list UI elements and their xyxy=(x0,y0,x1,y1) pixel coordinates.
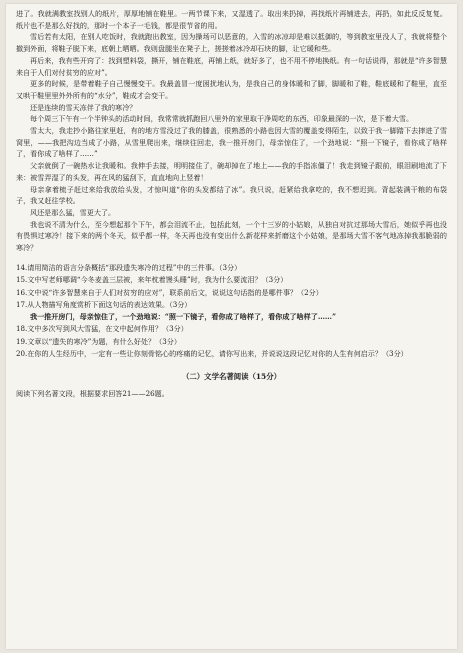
passage-paragraph-9: 母亲拿着梳子赶过来给我放给头发，才惊叫道“你的头发都结了冰”。我只说，赶紧给我拿吃的，我不想迟到。背起装满干粮的布袋子，我又赶往学校。 xyxy=(16,184,447,206)
reading-passage xyxy=(16,8,447,254)
question-list xyxy=(16,262,447,361)
exam-page xyxy=(6,4,457,649)
passage-paragraph-4: 更多的时候，是带着鞋子自己慢慢变干。我最盖冒一度困扰地认为，是我自己的身体暖和了脚，脚暖和了鞋，鞋底暖和了鞋里，直至又哄干鞋里里外外所有的“水分”，鞋成才会变干。 xyxy=(16,79,447,100)
question-17: 17.从人物描写角度赏析下面这句话的表达效果。（3分） xyxy=(16,299,192,309)
question-16: 16.文中说“许多智慧来自于人们对贫穷的应对”，联系前后文，说说这句话指的是哪件事？（2分） xyxy=(16,287,323,297)
question-18: 18.文中多次写到风大雪猛，在文中起何作用？（3分） xyxy=(16,324,188,334)
passage-paragraph-11: 我也说不清为什么，至今想起那个下午，都会泪流不止，包括此刻，一个十三岁的小姑娘，从独自对抗过那场大雪后，她似乎再也没有畏惧过寒冷！接下来的两个冬天，似乎都一样，冬天再也没有变出什么新花样来折磨这个小姑娘，是那场大雪不客气地冻掉我那脆弱的寒冷？ xyxy=(16,219,447,253)
passage-paragraph-8: 父亲就倒了一碗热水让我暖和。我伸手去接，明明接住了，碗却掉在了地上——我的手指冻僵了！我走到镜子跟前，眼泪刷地流了下来：被雪弄湿了的头发，再在风的猛刮下，直直地向上竖着！ xyxy=(16,161,447,182)
question-15: 15.文中写老师哪调“今冬麦盖三层被，来年枕着馒头睡”时，我为什么要流泪？（3分） xyxy=(16,275,288,285)
passage-paragraph-1: 进了。我就满教室找别人的纸片，厚厚地铺在鞋里。一两节课下来，又湿透了。取出来扔掉，再找纸片再铺进去，再扔，如此反反复复。纸片也不是那么好找的，那时一个本子一毛钱，都是很节省的用。 xyxy=(16,9,447,30)
question-17-quote: 我一推开房门，母亲惊住了，一个劲地说：“照一下镜子，看你成了啥样了，看你成了啥样了……” xyxy=(30,312,337,322)
passage-paragraph-5: 还是连续的雪天冻伴了我的寒冷？ xyxy=(30,102,137,112)
section-title: （二）文学名著阅读（15分） xyxy=(182,371,281,381)
question-14: 14.请用简洁的语言分条概括“那段遗失寒冷的过程”中的三件事。（3分） xyxy=(16,262,242,272)
passage-paragraph-6: 每个周三下午有一个半钟头的活动时间，我常常就抓跑回八里外的家里取干净周吃的东西，印象最深的一次，是下着大雪。 xyxy=(30,114,414,124)
question-20: 20.在你的人生经历中，一定有一些让你刻骨铭心的疼痛的记忆，请你写出来，并说说这段记忆对你的人生有何启示？（3分） xyxy=(16,349,408,359)
question-19: 19.文章以“遗失的寒冷”为题，有什么好处？（3分） xyxy=(16,336,181,346)
passage-paragraph-7: 雪太大，我走抄小路往家里赶，有的地方雪没过了我的膝盖，很熟悉的小路也因大雪的覆盖变得陌生，以致于我一脚踏下去摔进了雪窝里，——我把沟边当成了小路，从雪里爬出来，继续往回走，我一推开房门，母亲惊住了，一个劲地说：“照一下镜子，看你成了啥样了，看你成了啥样了……” xyxy=(16,126,447,159)
passage-paragraph-10: 风还是那么猛，雪更大了。 xyxy=(30,207,116,217)
passage-paragraph-2: 雪后若有太阳，在别人吃饭时，我就跑出教室，因为操场可以恶意的，入雪的冰凉却是难以抵御的，等到教室里没人了，我就将整个撤到外面，将鞋子脱下来，底朝上晒晒。我则盘腿坐在凳子上，搓搓着冰冷却石块的脚，让它暖和些。 xyxy=(16,32,447,54)
passage-paragraph-3: 再后来，我有些开窍了：找到塑料袋，撕开，铺在鞋底，再铺上纸，就好多了，也不用不停地换纸。有一句话说得，那就是“许多智慧来自于人们对付贫穷的应对”。 xyxy=(16,55,447,77)
section-instruction: 阅读下列名著文段，根据要求回答21——26题。 xyxy=(16,388,169,398)
page-content xyxy=(16,8,447,400)
